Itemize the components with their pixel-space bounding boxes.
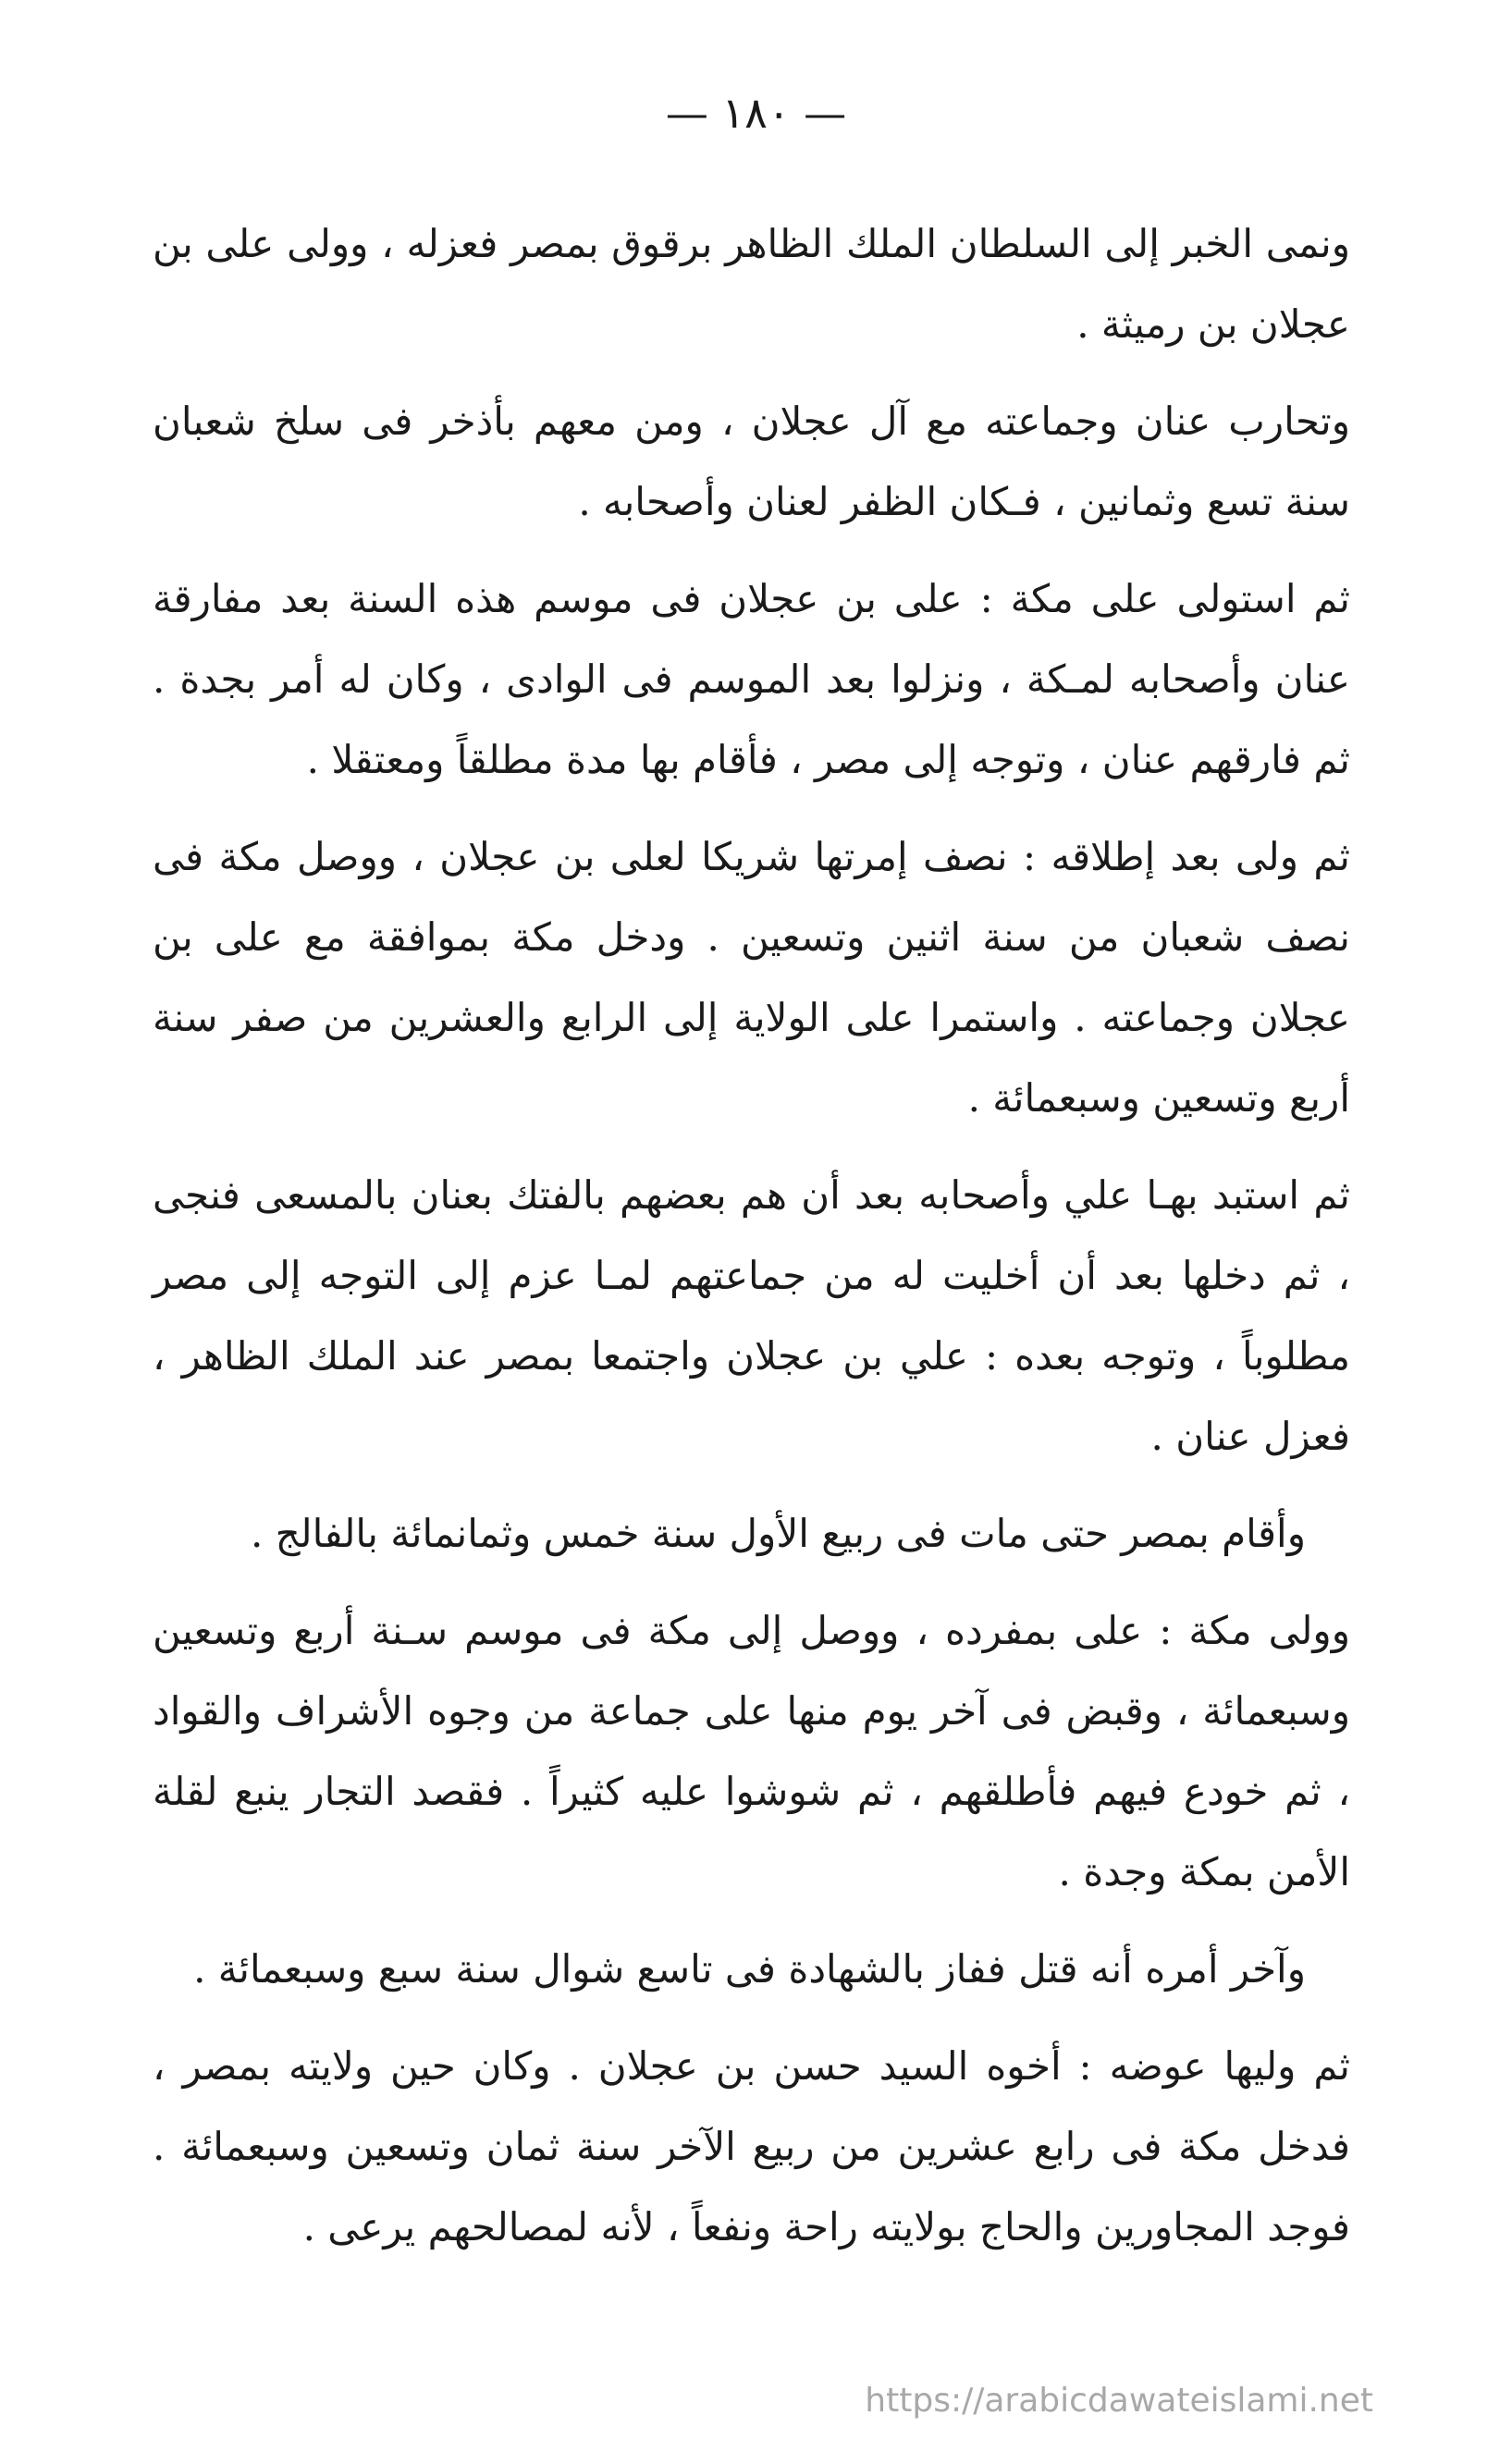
paragraph: وتحارب عنان وجماعته مع آل عجلان ، ومن معهم بأذخر فى سلخ شعبان سنة تسع وثمانين ، فـكان الظفر لعنان وأصحابه . <box>153 398 1350 524</box>
paragraph: ثم استبد بهـا علي وأصحابه بعد أن هم بعضهم بالفتك بعنان بالمسعى فنجى ، ثم دخلها بعد أن أخليت له من جماعتهم لمـا عزم إلى التوجه إلى مصر مطلوباً ، وتوجه بعده : علي بن عجلان واجتمعا بمصر عند الملك الظاهر ، فعزل عنان . <box>153 1172 1350 1459</box>
body-text <box>153 203 1350 2284</box>
paragraph: وآخر أمره أنه قتل ففاز بالشهادة فى تاسع شوال سنة سبع وسبعمائة . <box>193 1946 1306 1992</box>
watermark-url: https://arabicdawateislami.net <box>865 2382 1373 2420</box>
page-number: — ١٨٠ — <box>665 88 847 138</box>
paragraph: وولى مكة : على بمفرده ، ووصل إلى مكة فى موسم سـنة أربع وتسعين وسبعمائة ، وقبض فى آخر يوم منها على جماعة من وجوه الأشراف والقواد ، ثم خودع فيهم فأطلقهم ، ثم شوشوا عليه كثيراً . فقصد التجار ينبع لقلة الأمن بمكة وجدة . <box>153 1608 1350 1894</box>
paragraph: ونمى الخبر إلى السلطان الملك الظاهر برقوق بمصر فعزله ، وولى على بن عجلان بن رميثة . <box>153 221 1350 347</box>
paragraph: ثم ولى بعد إطلاقه : نصف إمرتها شريكا لعلى بن عجلان ، ووصل مكة فى نصف شعبان من سنة اثنين وتسعين . ودخل مكة بموافقة مع على بن عجلان وجماعته . واستمرا على الولاية إلى الرابع والعشرين من صفر سنة أربع وتسعين وسبعمائة . <box>153 834 1350 1121</box>
paragraph: ثم وليها عوضه : أخوه السيد حسن بن عجلان . وكان حين ولايته بمصر ، فدخل مكة فى رابع عشرين من ربيع الآخر سنة ثمان وتسعين وسبعمائة . فوجد المجاورين والحاج بولايته راحة ونفعاً ، لأنه لمصالحهم يرعى . <box>153 2043 1350 2249</box>
paragraph: ثم استولى على مكة : على بن عجلان فى موسم هذه السنة بعد مفارقة عنان وأصحابه لمـكة ، ونزلوا بعد الموسم فى الوادى ، وكان له أمر بجدة . ثم فارقهم عنان ، وتوجه إلى مصر ، فأقام بها مدة مطلقاً ومعتقلا . <box>153 576 1350 782</box>
paragraph: وأقام بمصر حتى مات فى ربيع الأول سنة خمس وثمانمائة بالفالج . <box>250 1511 1306 1556</box>
